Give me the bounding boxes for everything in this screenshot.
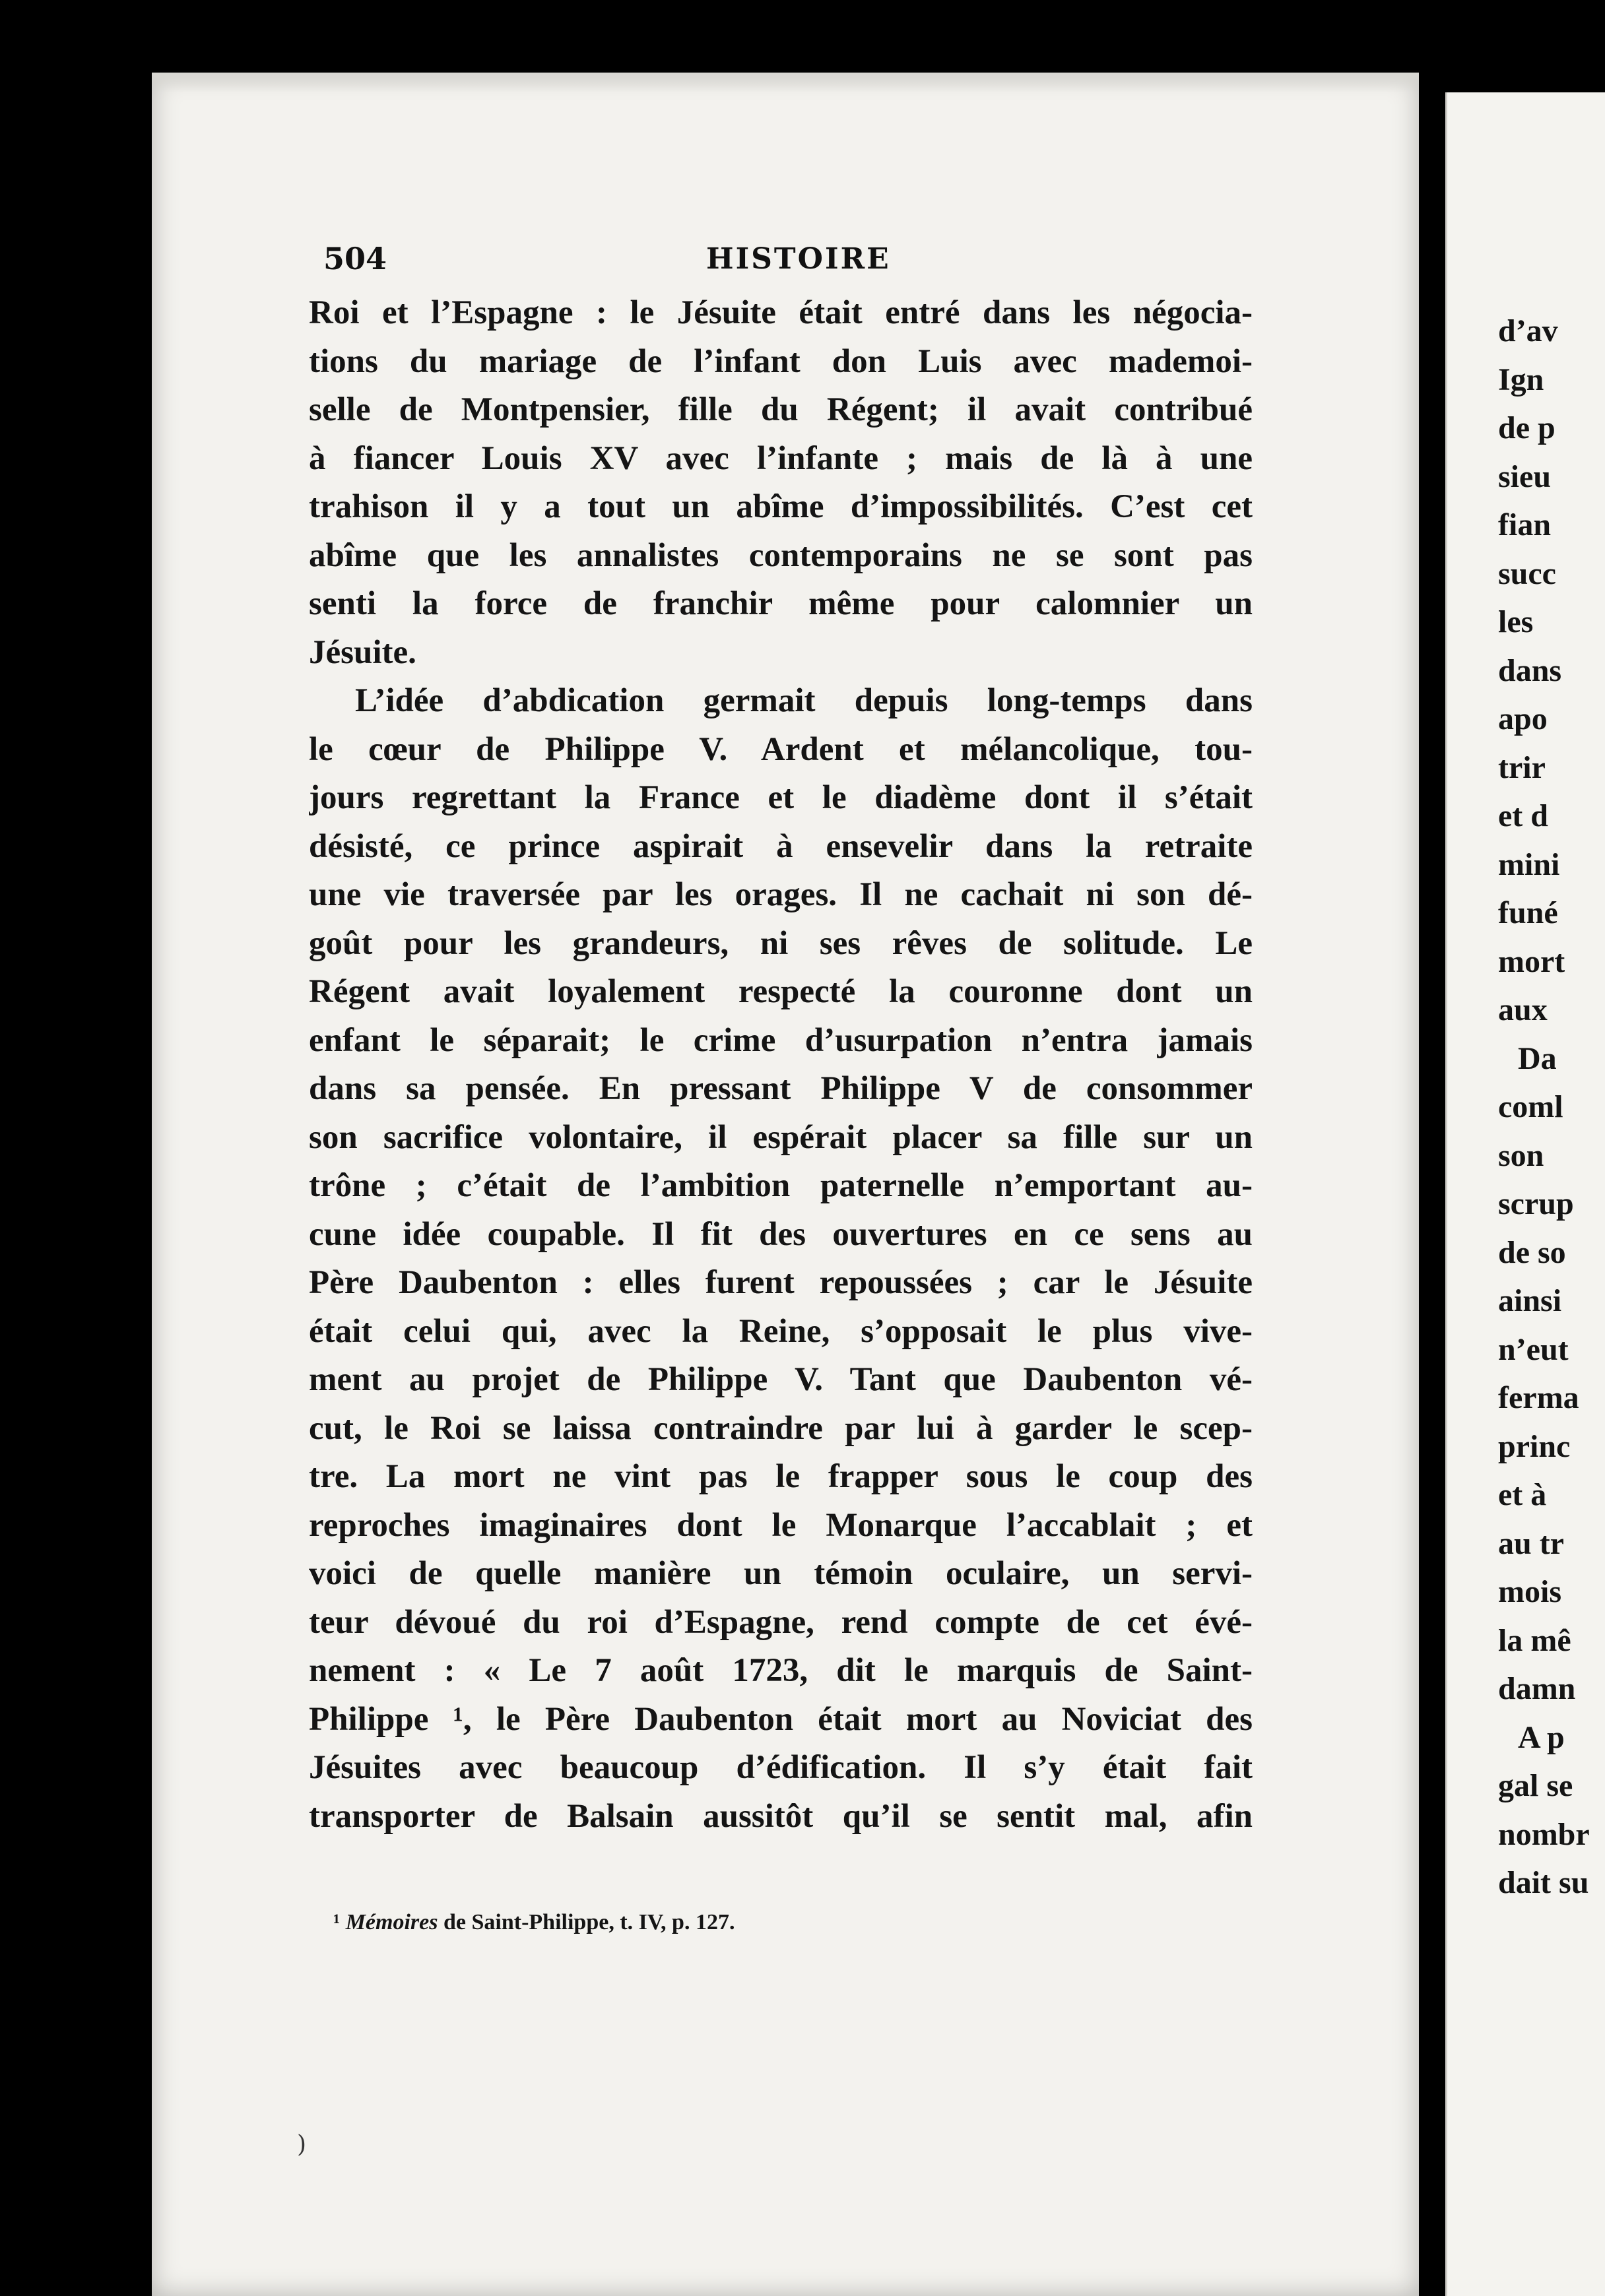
- text-line: le cœur de Philippe V. Ardent et mélancolique, tou-: [309, 730, 1253, 768]
- right-text-line: dait su: [1498, 1865, 1589, 1900]
- text-line: trône ; c’était de l’ambition paternelle n’emportant au-: [309, 1167, 1253, 1204]
- text-line: Philippe ¹, le Père Daubenton était mort au Noviciat des: [309, 1700, 1253, 1738]
- text-line: était celui qui, avec la Reine, s’opposait le plus vive-: [309, 1312, 1253, 1350]
- right-text-line: la mê: [1498, 1622, 1571, 1658]
- right-text-line: funé: [1498, 895, 1558, 930]
- text-line: à fiancer Louis XV avec l’infante ; mais de là à une: [309, 439, 1253, 477]
- right-text-line: trir: [1498, 749, 1546, 785]
- right-text-line: les: [1498, 604, 1534, 639]
- text-line: reproches imaginaires dont le Monarque l’accablait ; et: [309, 1506, 1253, 1544]
- right-text-line: son: [1498, 1137, 1544, 1173]
- footnote-reference: de Saint-Philippe, t. IV, p. 127.: [443, 1910, 735, 1934]
- right-text-line: au tr: [1498, 1525, 1564, 1561]
- text-line: Roi et l’Espagne : le Jésuite était entré dans les négocia-: [309, 294, 1253, 331]
- stray-mark: ): [297, 2131, 307, 2158]
- right-text-line: de p: [1498, 410, 1556, 445]
- text-line: voici de quelle manière un témoin oculaire, un servi-: [309, 1555, 1253, 1592]
- text-line: jours regrettant la France et le diadème dont il s’était: [309, 779, 1253, 816]
- text-line: trahison il y a tout un abîme d’impossibilités. C’est cet: [309, 488, 1253, 525]
- right-text-line: princ: [1498, 1428, 1571, 1464]
- text-line: L’idée d’abdication germait depuis long-temps dans: [355, 682, 1253, 719]
- running-head: HISTOIRE: [706, 242, 891, 276]
- page-header: [323, 241, 1264, 280]
- right-text-line: n’eut: [1498, 1331, 1569, 1367]
- text-line: enfant le séparait; le crime d’usurpation n’entra jamais: [309, 1021, 1253, 1059]
- text-line: goût pour les grandeurs, ni ses rêves de solitude. Le: [309, 924, 1253, 962]
- text-line: Régent avait loyalement respecté la couronne dont un: [309, 973, 1253, 1010]
- text-line: Jésuite.: [309, 633, 416, 671]
- right-text-line: aux: [1498, 992, 1548, 1027]
- right-text-line: A p: [1518, 1719, 1565, 1755]
- text-line: tre. La mort ne vint pas le frapper sous le coup des: [309, 1458, 1253, 1495]
- body-text: [309, 289, 1253, 1841]
- right-text-line: coml: [1498, 1089, 1563, 1124]
- text-line: teur dévoué du roi d’Espagne, rend compte de cet évé-: [309, 1603, 1253, 1641]
- right-text-line: ainsi: [1498, 1283, 1562, 1318]
- text-line: tions du mariage de l’infant don Luis avec mademoi-: [309, 342, 1253, 380]
- right-page-text: [1498, 307, 1605, 1907]
- right-text-line: sieu: [1498, 459, 1552, 494]
- text-line: cut, le Roi se laissa contraindre par lui à garder le scep-: [309, 1409, 1253, 1447]
- right-text-line: apo: [1498, 701, 1548, 736]
- text-line: désisté, ce prince aspirait à ensevelir dans la retraite: [309, 827, 1253, 865]
- text-line: ment au projet de Philippe V. Tant que Daubenton vé-: [309, 1361, 1253, 1398]
- right-text-line: d’av: [1498, 313, 1558, 348]
- text-line: Jésuites avec beaucoup d’édification. Il s’y était fait: [309, 1749, 1253, 1786]
- text-line: senti la force de franchir même pour calomnier un: [309, 585, 1253, 622]
- text-line: abîme que les annalistes contemporains ne se sont pas: [309, 536, 1253, 574]
- footnote-marker: ¹: [333, 1910, 341, 1934]
- right-text-line: Ign: [1498, 362, 1544, 397]
- right-text-line: fian: [1498, 507, 1552, 542]
- right-text-line: dans: [1498, 653, 1562, 688]
- text-line: son sacrifice volontaire, il espérait placer sa fille sur un: [309, 1118, 1253, 1156]
- page-number: 504: [323, 241, 387, 276]
- right-text-line: scrup: [1498, 1186, 1574, 1221]
- text-line: transporter de Balsain aussitôt qu’il se sentit mal, afin: [309, 1797, 1253, 1835]
- text-line: selle de Montpensier, fille du Régent; il avait contribué: [309, 391, 1253, 428]
- right-text-line: Da: [1518, 1040, 1557, 1076]
- right-text-line: gal se: [1498, 1768, 1573, 1803]
- right-text-line: et d: [1498, 798, 1548, 833]
- right-text-line: mois: [1498, 1574, 1561, 1609]
- right-text-line: ferma: [1498, 1380, 1579, 1415]
- text-line: une vie traversée par les orages. Il ne cachait ni son dé-: [309, 876, 1253, 913]
- text-line: Père Daubenton : elles furent repoussées ; car le Jésuite: [309, 1264, 1253, 1301]
- right-text-line: et à: [1498, 1477, 1547, 1512]
- text-line: nement : « Le 7 août 1723, dit le marquis de Saint-: [309, 1652, 1253, 1689]
- right-text-line: de so: [1498, 1234, 1566, 1270]
- footnote: [333, 1910, 1125, 1935]
- text-line: dans sa pensée. En pressant Philippe V de consommer: [309, 1070, 1253, 1107]
- text-line: cune idée coupable. Il fit des ouvertures en ce sens au: [309, 1215, 1253, 1253]
- right-text-line: succ: [1498, 556, 1556, 591]
- right-text-line: nombr: [1498, 1816, 1590, 1852]
- right-text-line: mini: [1498, 846, 1560, 882]
- right-text-line: damn: [1498, 1671, 1576, 1706]
- right-text-line: mort: [1498, 943, 1565, 979]
- footnote-title: Mémoires: [345, 1910, 438, 1934]
